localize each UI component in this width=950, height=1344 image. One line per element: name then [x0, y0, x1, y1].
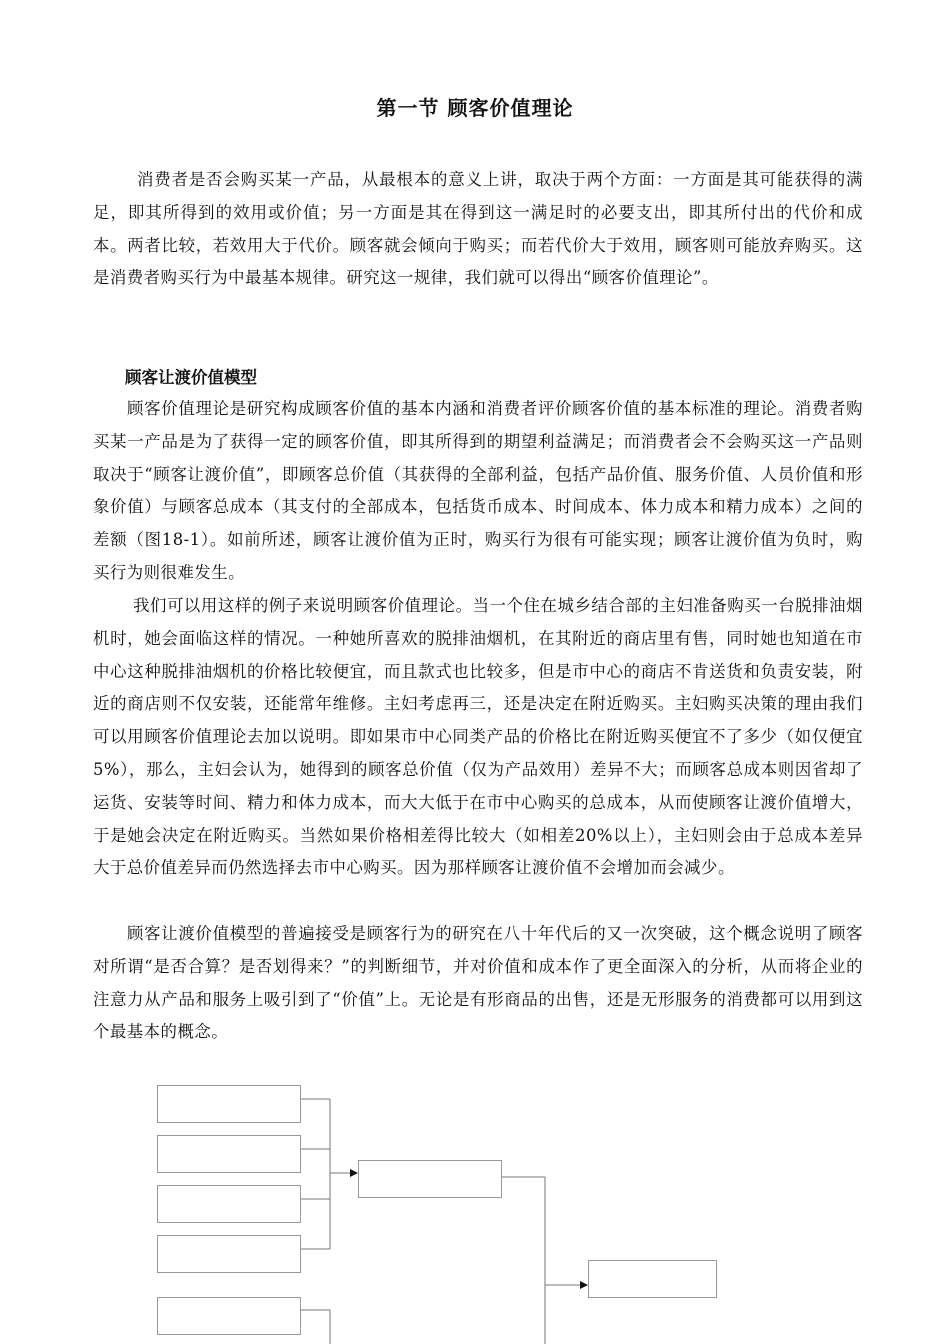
diagram-box-value-2 [158, 1136, 301, 1173]
section-title: 第一节 顾客价值理论 [376, 96, 574, 120]
diagram-box-delivered-value [589, 1261, 717, 1298]
diagram-box-value-3 [158, 1186, 301, 1223]
diagram-box-value-1 [158, 1086, 301, 1123]
customer-delivered-value-diagram [0, 1060, 950, 1344]
diagram-connector-group-2 [301, 1310, 330, 1344]
diagram-box-value-4 [158, 1236, 301, 1273]
arrowhead-2 [580, 1281, 588, 1289]
conclusion-paragraph: 顾客让渡价值模型的普遍接受是顾客行为的研究在八十年代后的又一次突破，这个概念说明了顾客对所谓“是否合算？是否划得来？”的判断细节，并对价值和成本作了更全面深入的分析，从而将企业的注意力从产品和服务上吸引到了“价值”上。无论是有形商品的出售，还是无形服务的消费都可以用到这个最基本的概念。 [93, 924, 863, 1042]
diagram-box-total-value [359, 1161, 502, 1198]
diagram-box-cost-1 [158, 1298, 301, 1335]
diagram-connector-group-1 [301, 1099, 358, 1249]
arrowhead-1 [350, 1169, 358, 1177]
example-paragraph: 我们可以用这样的例子来说明顾客价值理论。当一个住在城乡结合部的主妇准备购买一台脱排油烟机时，她会面临这样的情况。一种她所喜欢的脱排油烟机，在其附近的商店里有售，同时她也知道在市中心这种脱排油烟机的价格比较便宜，而且款式也比较多，但是市中心的商店不肯送货和负责安装，附近的商店则不仅安装，还能常年维修。主妇考虑再三，还是决定在附近购买。主妇购买决策的理由我们可以用顾客价值理论去加以说明。即如果市中心同类产品的价格比在附近购买便宜不了多少（如仅便宜5%），那么，主妇会认为，她得到的顾客总价值（仅为产品效用）差异不大；而顾客总成本则因省却了运货、安装等时间、精力和体力成本，而大大低于在市中心购买的总成本，从而使顾客让渡价值增大，于是她会决定在附近购买。当然如果价格相差得比较大（如相差20%以上），主妇则会由于总成本差异大于总价值差异而仍然选择去市中心购买。因为那样顾客让渡价值不会增加而会减少。 [93, 596, 863, 878]
intro-paragraph: 消费者是否会购买某一产品，从最根本的意义上讲，取决于两个方面：一方面是其可能获得的满足，即其所得到的效用或价值；另一方面是其在得到这一满足时的必要支出，即其所付出的代价和成本。两者比较，若效用大于代价。顾客就会倾向于购买；而若代价大于效用，顾客则可能放弃购买。这是消费者购买行为中最基本规律。研究这一规律，我们就可以得出“顾客价值理论”。 [93, 170, 863, 288]
diagram-connector-group-3 [502, 1177, 588, 1344]
model-paragraph: 顾客价值理论是研究构成顾客价值的基本内涵和消费者评价顾客价值的基本标准的理论。消费者购买某一产品是为了获得一定的顾客价值，即其所得到的期望利益满足；而消费者会不会购买这一产品则取决于“顾客让渡价值”，即顾客总价值（其获得的全部利益，包括产品价值、服务价值、人员价值和形象价值）与顾客总成本（其支付的全部成本，包括货币成本、时间成本、体力成本和精力成本）之间的差额（图18-1）。如前所述，顾客让渡价值为正时，购买行为很有可能实现；顾客让渡价值为负时，购买行为则很难发生。 [93, 399, 863, 582]
subheading: 顾客让渡价值模型 [125, 368, 257, 387]
